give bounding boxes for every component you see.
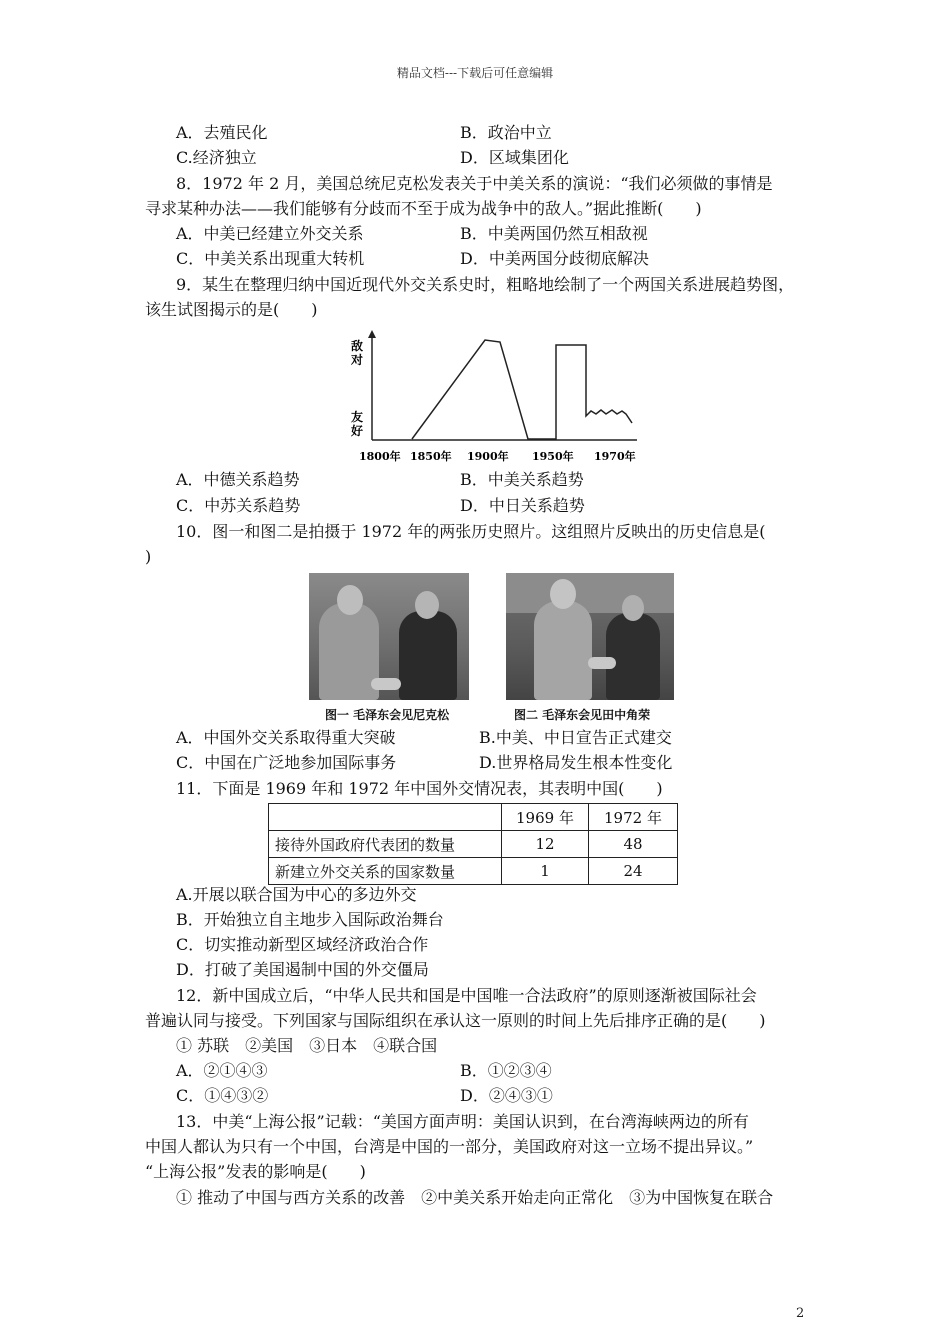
table-header-cell: 1969 年 bbox=[502, 804, 589, 831]
q10-option-c: C．中国在广泛地参加国际事务 bbox=[176, 753, 397, 772]
diplomacy-table bbox=[268, 803, 678, 885]
q9-option-d: D．中日关系趋势 bbox=[460, 496, 585, 515]
q8-option-c: C．中美关系出现重大转机 bbox=[176, 249, 365, 268]
q12-option-d: D．②④③① bbox=[460, 1086, 553, 1105]
y-label-bottom-1: 友 bbox=[351, 410, 364, 424]
table-cell: 24 bbox=[589, 858, 678, 885]
x-tick-1950: 1950年 bbox=[532, 450, 574, 463]
y-label-top-1: 敌 bbox=[351, 339, 364, 353]
y-axis-arrow bbox=[368, 330, 376, 338]
q9-option-a: A．中德关系趋势 bbox=[176, 470, 300, 489]
q7-option-a: A．去殖民化 bbox=[176, 123, 268, 142]
x-tick-1970: 1970年 bbox=[594, 450, 636, 463]
q11-option-d: D．打破了美国遏制中国的外交僵局 bbox=[176, 960, 429, 979]
q12-line1: 12．新中国成立后，“中华人民共和国是中国唯一合法政府”的原则逐渐被国际社会 bbox=[176, 986, 757, 1005]
q10-option-a: A．中国外交关系取得重大突破 bbox=[176, 728, 396, 747]
q7-option-d: D．区域集团化 bbox=[460, 148, 569, 167]
q8-option-d: D．中美两国分歧彻底解决 bbox=[460, 249, 649, 268]
q10-option-d: D.世界格局发生根本性变化 bbox=[479, 753, 673, 772]
table-row bbox=[269, 831, 678, 858]
q9-option-b: B．中美关系趋势 bbox=[460, 470, 584, 489]
q12-option-b: B．①②③④ bbox=[460, 1061, 552, 1080]
table-cell: 新建立外交关系的国家数量 bbox=[269, 858, 502, 885]
q9-line1: 9．某生在整理归纳中国近现代外交关系史时，粗略地绘制了一个两国关系进展趋势图， bbox=[176, 275, 795, 294]
table-cell: 12 bbox=[502, 831, 589, 858]
q10-line2: ) bbox=[145, 547, 152, 566]
q8-line2: 寻求某种办法——我们能够有分歧而不至于成为战争中的敌人。”据此推断( ) bbox=[145, 199, 702, 218]
table-cell: 接待外国政府代表团的数量 bbox=[269, 831, 502, 858]
table-cell: 48 bbox=[589, 831, 678, 858]
y-label-top-2: 对 bbox=[351, 353, 364, 367]
y-label-bottom-2: 好 bbox=[351, 424, 364, 438]
x-tick-1900: 1900年 bbox=[467, 450, 509, 463]
table-cell: 1 bbox=[502, 858, 589, 885]
table-header-row bbox=[269, 804, 678, 831]
q12-option-c: C．①④③② bbox=[176, 1086, 269, 1105]
q12-items: ① 苏联 ②美国 ③日本 ④联合国 bbox=[176, 1036, 438, 1055]
photo2-caption: 图二 毛泽东会见田中角荣 bbox=[514, 708, 651, 722]
q10-line1: 10．图一和图二是拍摄于 1972 年的两张历史照片。这组照片反映出的历史信息是( bbox=[176, 522, 766, 541]
q11-option-c: C．切实推动新型区域经济政治合作 bbox=[176, 935, 429, 954]
q8-option-a: A．中美已经建立外交关系 bbox=[176, 224, 364, 243]
q11-option-a: A.开展以联合国为中心的多边外交 bbox=[176, 885, 417, 904]
q12-line2: 普遍认同与接受。下列国家与国际组织在承认这一原则的时间上先后排序正确的是( ) bbox=[145, 1011, 766, 1030]
page-header: 精品文档---下载后可任意编辑 bbox=[396, 66, 554, 80]
q13-line1: 13．中美“上海公报”记载：“美国方面声明：美国认识到，在台湾海峡两边的所有 bbox=[176, 1112, 749, 1131]
x-tick-1800: 1800年 bbox=[359, 450, 401, 463]
q8-option-b: B．中美两国仍然互相敌视 bbox=[460, 224, 648, 243]
q7-option-c: C.经济独立 bbox=[176, 148, 257, 167]
q12-option-a: A．②①④③ bbox=[176, 1061, 268, 1080]
q11-line1: 11．下面是 1969 年和 1972 年中国外交情况表，其表明中国( ) bbox=[176, 779, 663, 798]
q13-line3: “上海公报”发表的影响是( ) bbox=[145, 1162, 366, 1181]
table-header-cell: 1972 年 bbox=[589, 804, 678, 831]
photo-mao-tanaka bbox=[506, 573, 674, 700]
photo1-caption: 图一 毛泽东会见尼克松 bbox=[325, 708, 450, 722]
q9-option-c: C．中苏关系趋势 bbox=[176, 496, 301, 515]
q11-option-b: B．开始独立自主地步入国际政治舞台 bbox=[176, 910, 444, 929]
table-header-cell bbox=[269, 804, 502, 831]
table-row bbox=[269, 858, 678, 885]
x-tick-1850: 1850年 bbox=[410, 450, 452, 463]
q10-option-b: B.中美、中日宣告正式建交 bbox=[479, 728, 672, 747]
q8-line1: 8．1972 年 2 月，美国总统尼克松发表关于中美关系的演说：“我们必须做的事情是 bbox=[176, 174, 773, 193]
trend-line bbox=[412, 340, 632, 439]
relation-trend-chart bbox=[345, 328, 645, 468]
photo-mao-nixon bbox=[309, 573, 469, 700]
q13-line2: 中国人都认为只有一个中国，台湾是中国的一部分，美国政府对这一立场不提出异议。” bbox=[145, 1137, 754, 1156]
q9-line2: 该生试图揭示的是( ) bbox=[145, 300, 318, 319]
page-number: 2 bbox=[796, 1306, 805, 1321]
q13-line4: ① 推动了中国与西方关系的改善 ②中美关系开始走向正常化 ③为中国恢复在联合 bbox=[176, 1188, 774, 1207]
q7-option-b: B．政治中立 bbox=[460, 123, 552, 142]
